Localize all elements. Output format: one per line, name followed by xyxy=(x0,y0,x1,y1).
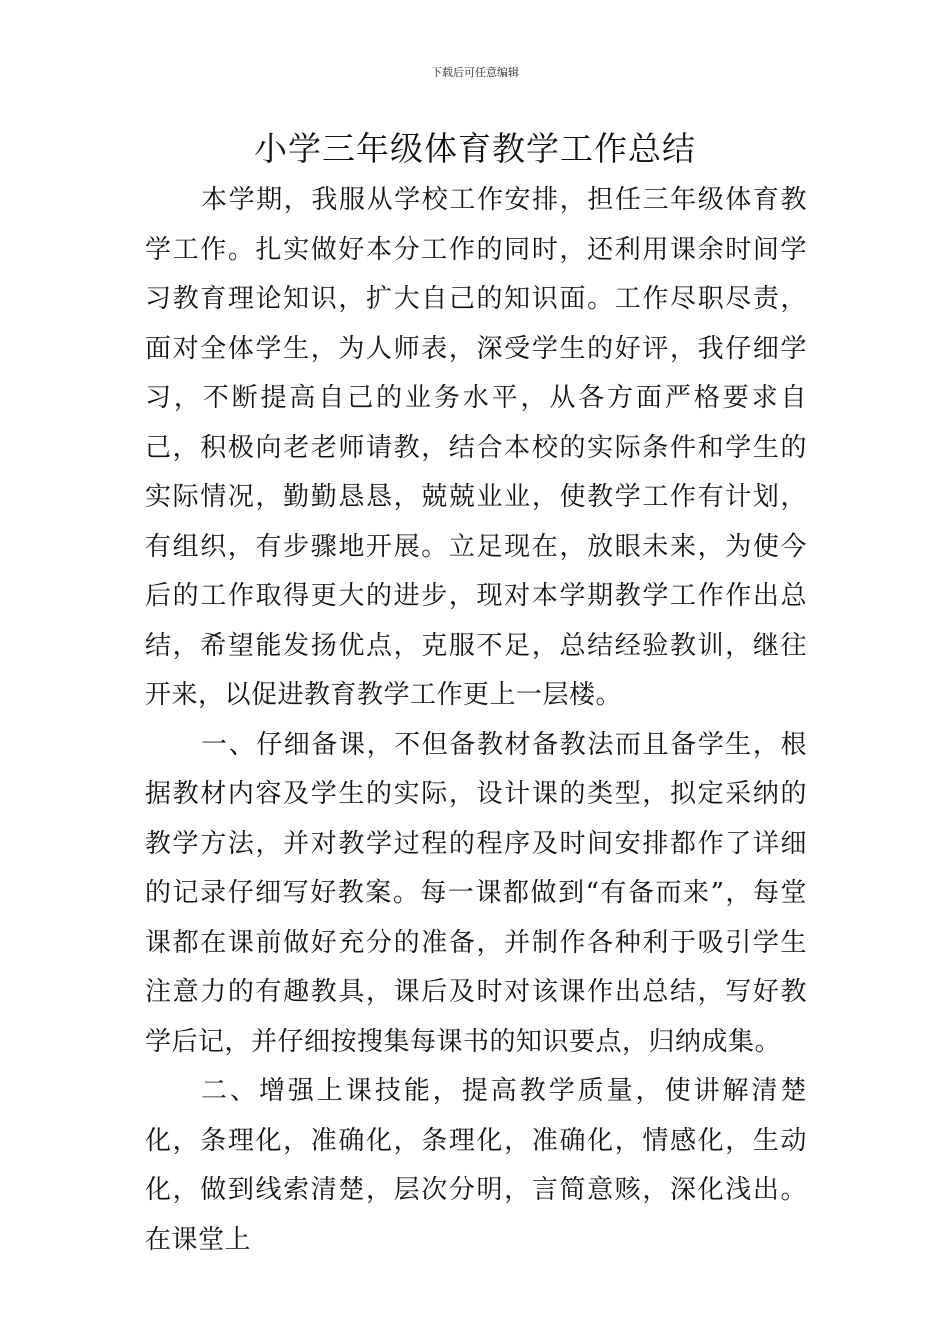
paragraph-intro: 本学期，我服从学校工作安排，担任三年级体育教学工作。扎实做好本分工作的同时，还利用课余时间学习教育理论知识，扩大自己的知识面。工作尽职尽责，面对全体学生，为人师表，深受学生的好评，我仔细学习，不断提高自己的业务水平，从各方面严格要求自己，积极向老老师请教，结合本校的实际条件和学生的实际情况，勤勤恳恳，兢兢业业，使教学工作有计划，有组织，有步骤地开展。立足现在，放眼未来，为使今后的工作取得更大的进步，现对本学期教学工作作出总结，希望能发扬优点，克服不足，总结经验教训，继往开来，以促进教育教学工作更上一层楼。 xyxy=(145,185,807,710)
header-note: 下载后可任意编辑 xyxy=(431,66,519,79)
document-body xyxy=(145,176,807,1265)
paragraph-section-2: 二、增强上课技能，提高教学质量，使讲解清楚化，条理化，准确化，条理化，准确化，情感化，生动化，做到线索清楚，层次分明，言简意赅，深化浅出。在课堂上 xyxy=(145,1076,807,1255)
document-title: 小学三年级体育教学工作总结 xyxy=(254,129,696,168)
paragraph-section-1: 一、仔细备课，不但备教材备教法而且备学生，根据教材内容及学生的实际，设计课的类型，拟定采纳的教学方法，并对教学过程的程序及时间安排都作了详细的记录仔细写好教案。每一课都做到“有备而来”，每堂课都在课前做好充分的准备，并制作各种利于吸引学生注意力的有趣教具，课后及时对该课作出总结，写好教学后记，并仔细按搜集每课书的知识要点，归纳成集。 xyxy=(145,729,807,1057)
